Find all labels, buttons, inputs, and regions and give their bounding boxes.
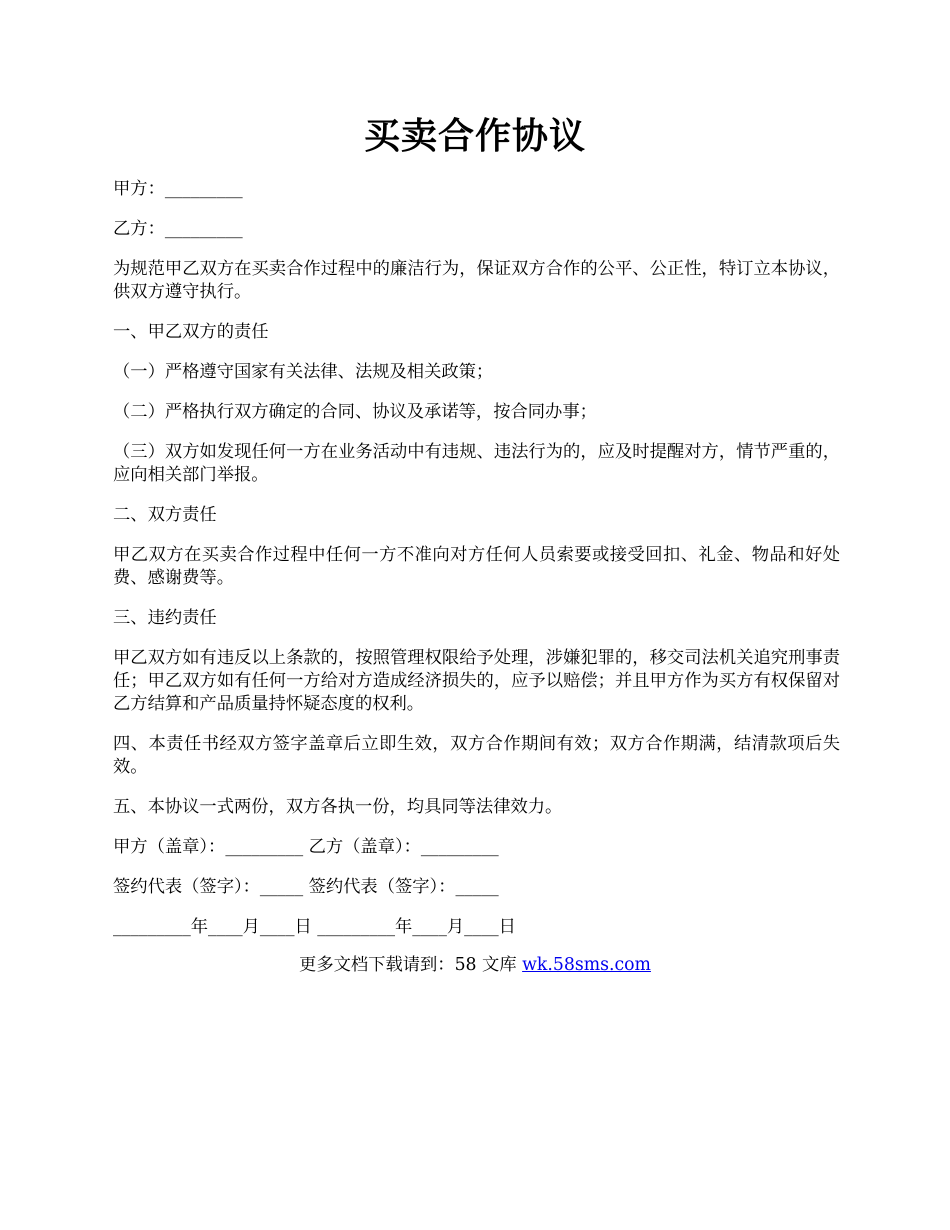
section1-heading: 一、甲乙双方的责任 bbox=[113, 322, 269, 342]
download-footer bbox=[0, 953, 950, 977]
party-a-line: 甲方：_________ bbox=[113, 179, 243, 199]
section2-heading: 二、双方责任 bbox=[113, 505, 217, 525]
footer-text: 更多文档下载请到：58 文库 bbox=[299, 955, 523, 975]
document-body bbox=[113, 178, 840, 956]
document-title: 买卖合作协议 bbox=[363, 115, 586, 157]
section1-item1: （一）严格遵守国家有关法律、法规及相关政策； bbox=[113, 362, 494, 382]
signature-line: 签约代表（签字）：_____ 签约代表（签字）：_____ bbox=[113, 877, 499, 897]
intro-paragraph: 为规范甲乙双方在买卖合作过程中的廉洁行为，保证双方合作的公平、公正性，特订立本协议，供双方遵守执行。 bbox=[113, 259, 840, 302]
section3-heading: 三、违约责任 bbox=[113, 608, 217, 628]
section2-paragraph: 甲乙双方在买卖合作过程中任何一方不准向对方任何人员索要或接受回扣、礼金、物品和好处费、感谢费等。 bbox=[113, 545, 840, 588]
section1-item3: （三）双方如发现任何一方在业务活动中有违规、违法行为的，应及时提醒对方，情节严重的，应向相关部门举报。 bbox=[113, 442, 840, 485]
section5-paragraph: 五、本协议一式两份，双方各执一份，均具同等法律效力。 bbox=[113, 797, 563, 817]
party-b-line: 乙方：_________ bbox=[113, 219, 243, 239]
section3-paragraph: 甲乙双方如有违反以上条款的，按照管理权限给予处理，涉嫌犯罪的，移交司法机关追究刑事责任；甲乙双方如有任何一方给对方造成经济损失的，应予以赔偿；并且甲方作为买方有权保留对乙方结算和产品质量持怀疑态度的权利。 bbox=[113, 648, 840, 714]
section4-paragraph: 四、本责任书经双方签字盖章后立即生效，双方合作期间有效；双方合作期满，结清款项后失效。 bbox=[113, 734, 840, 777]
section1-item2: （二）严格执行双方确定的合同、协议及承诺等，按合同办事； bbox=[113, 402, 597, 422]
date-line: _________年____月____日 _________年____月____日 bbox=[113, 917, 516, 937]
footer-link[interactable]: wk.58sms.com bbox=[522, 955, 651, 975]
seal-line: 甲方（盖章）：_________ 乙方（盖章）：_________ bbox=[113, 837, 499, 857]
